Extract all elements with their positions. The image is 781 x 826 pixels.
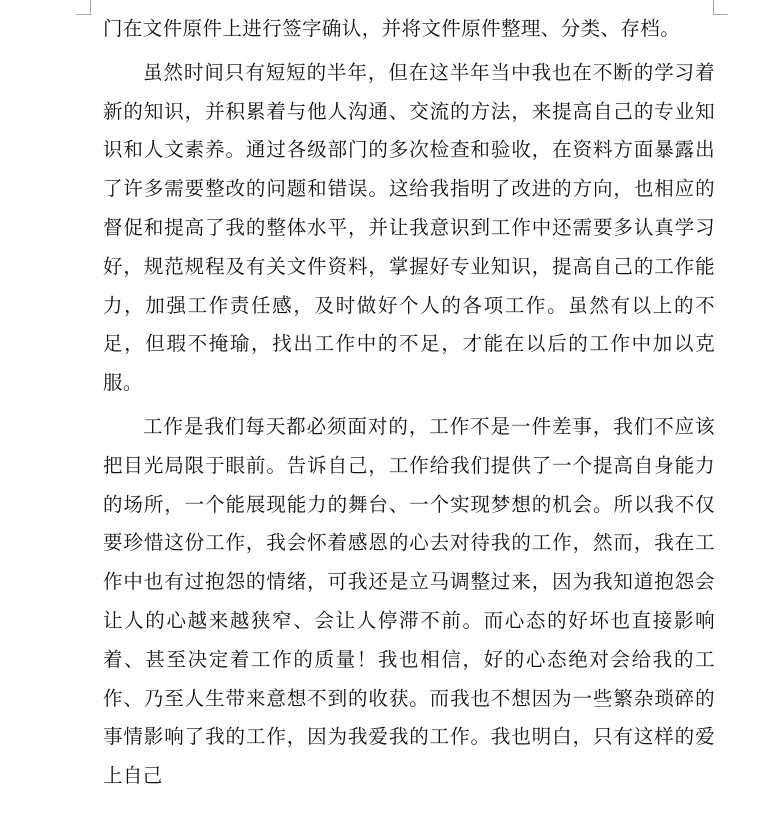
page-corner-mark-top-left <box>76 0 91 15</box>
paragraph-learning-summary: 虽然时间只有短短的半年，但在这半年当中我也在不断的学习着新的知识，并积累着与他人沟通、交流的方法，来提高自己的专业知识和人文素养。通过各级部门的多次检查和验收，在资料方面暴露出了许多需要整改的问题和错误。这给我指明了改进的方向，也相应的督促和提高了我的整体水平，并让我意识到工作中还需要多认真学习好，规范规程及有关文件资料，掌握好专业知识，提高自己的工作能力，加强工作责任感，及时做好个人的各项工作。虽然有以上的不足，但瑕不掩瑜，找出工作中的不足，才能在以后的工作中加以克服。 <box>103 60 715 395</box>
paragraph-work-attitude: 工作是我们每天都必须面对的，工作不是一件差事，我们不应该把目光局限于眼前。告诉自己，工作给我们提供了一个提高自身能力的场所，一个能展现能力的舞台、一个实现梦想的机会。所以我不仅要珍惜这份工作，我会怀着感恩的心去对待我的工作，然而，我在工作中也有过抱怨的情绪，可我还是立马调整过来，因为我知道抱怨会让人的心越来越狭窄、会让人停滞不前。而心态的好坏也直接影响着、甚至决定着工作的质量！我也相信，好的心态绝对会给我的工作、乃至人生带来意想不到的收获。而我也不想因为一些繁杂琐碎的事情影响了我的工作，因为我爱我的工作。我也明白，只有这样的爱上自己 <box>103 414 715 788</box>
page-corner-mark-top-right <box>713 0 728 15</box>
document-body <box>103 10 715 796</box>
paragraph-continuation: 门在文件原件上进行签字确认，并将文件原件整理、分类、存档。 <box>103 17 681 40</box>
